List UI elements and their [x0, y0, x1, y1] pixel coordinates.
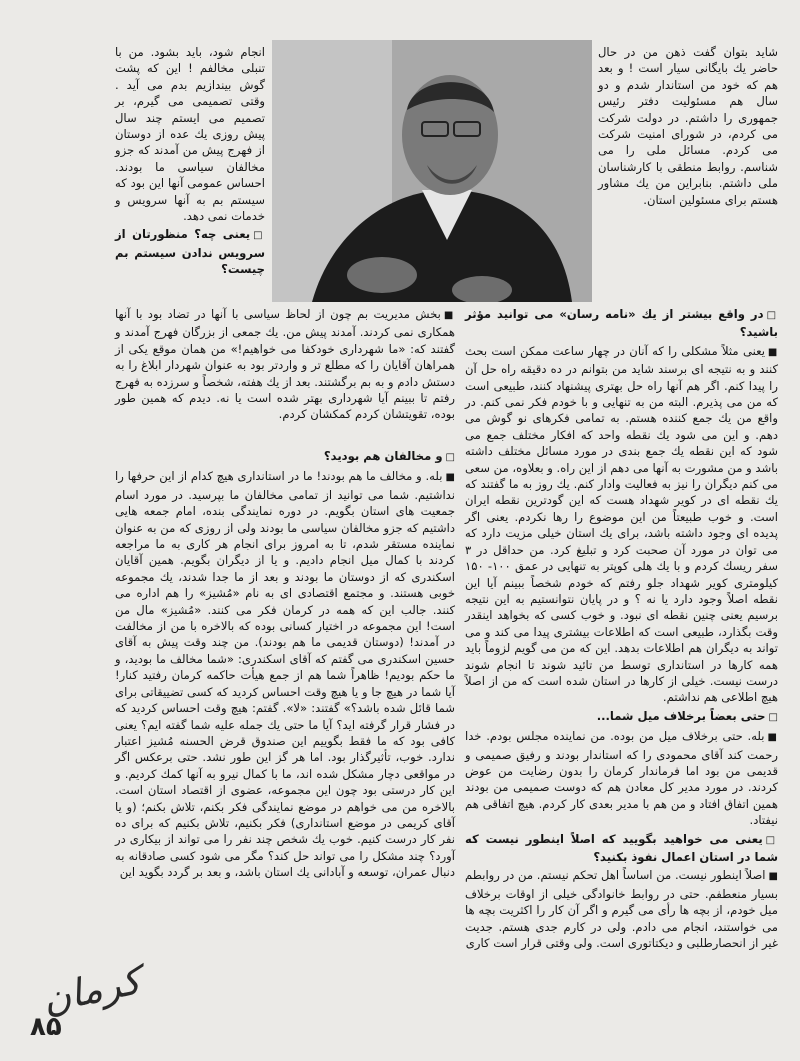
answer-paragraph: [465, 343, 778, 706]
answer-paragraph: [465, 728, 778, 828]
answer-text: بله. حتی برخلاف میل من بوده. من نماینده مجلس بودم. خدا رحمت كند آقای محمودی را كه استاندار بودند و رفیق صمیمی و قدیمی من بود اما فرماندار كرمان را بدون رضایت من عوض كردند. در مورد مدیر كل معادن هم كه دوست صمیمی من بودند همین اتفاق افتاد و من هم با مدیر بعدی كار كردم. هیچ اتفاقی هم نیفتاد.: [465, 729, 778, 828]
question-text: حتی بعضاً برخلاف میل شما...: [596, 708, 766, 723]
column-top-right: [598, 44, 778, 210]
answer-square-icon: ■: [445, 472, 455, 484]
answer-paragraph: [115, 468, 455, 880]
page-number: ۸۵: [30, 1012, 62, 1042]
answer-square-icon: ■: [768, 871, 778, 883]
question-paragraph: [465, 708, 778, 726]
answer-square-icon: ■: [767, 346, 778, 358]
portrait-photo-icon: [272, 40, 592, 302]
magazine-brand-logo: کرمان: [38, 958, 145, 1022]
column-middle-right: [465, 306, 778, 953]
column-top-left: [115, 44, 265, 280]
answer-square-icon: ■: [767, 732, 779, 744]
answer-text: بله. و مخالف ما هم بودند! ما در استانداری هیچ كدام از این حرفها را نداشتیم. شما می توانید از تمامی مخالفان ما بپرسید. در مورد اسام جمعیت های استان بگویم. در دوره نمایندگی بنده، امام جمعه هایی داشتیم كه جزو مخالفان سیاسی ما بودند ولی از روزی كه من به عنوان نماینده مستقر شدم، تا به امروز برای انجام هر كاری به ما مراجعه كردند با كمال میل انجام دادیم. و یا از دیگران بگویم. همین آقایان اسكندری كه از دوستان ما بودند و بعد از ما جدا شدند، یك مجموعه خوبی هستند. و مجتمع اقتصادی ای به نام «مُشیز» را هم اداره می كنند. جالب این كه همه در كرمان فكر می كنند. «مُشیز» مال من است! این مجموعه در اختیار كسانی بوده كه بالاخره با من از مخالفت در آمدند! (دوستان قدیمی ما هم بودند). من چند وقت پیش به آقای حسین اسكندری می گفتم كه آقای اسكندری: «شما مخالف ما بودید، و ما حكم بودیم! ظاهراً شما هم از جمع هیأت حاكمه كرمان رفتید كنار! آیا شما در هیچ جا و یا هیچ وقت احساس كردید كه كسی تضییقاتی برای شما قائل شده باشد؟» گفتند: «لا». گفتم: هیچ وقت احساس كردید كه در فشار قرار گرفته اید؟ آیا ما حتی یك جمله علیه شما گفته ایم؟ یعنی كافی بود كه ما فقط بگوییم این صندوق قرض الحسنه مُشیز اعتبار ندارد. خوب، تأثیرگذار بود. اما هر گز این طور نشد. حتی برعكس اگر در مواقعی دچار مشكل شده اند، ما با كمال نیرو به آنها كمك كردیم. و این كار درستی بود چون این مجموعه، عضوی از اقتصاد استان است. بالاخره من می خواهم در موضع نمایندگی فكر بكنم، تلاش بكنم؛ (و یا آقای كریمی در موضع استانداری) فكر بكنیم، تلاش بكنیم كه برای ده نفر كار درست كنیم. خوب یك شخص چند نفر را می تواند از بیكاری در آورد؟ چند مشكل را می تواند حل كند؟ مگر می شود كسی صادقانه به دنبال عمران، توسعه و آبادانی یك استان باشد، و بعد بر گردد بگوید این: [115, 469, 455, 880]
question-paragraph: [465, 306, 778, 341]
interviewee-photo: [272, 40, 592, 302]
question-text: در واقع بیشتر از یك «نامه رسان» می توانید مؤثر باشید؟: [465, 307, 778, 340]
paragraph: شاید بتوان گفت ذهن من در حال حاضر یك بایگانی سیار است ! و بعد هم كه خود من استاندار شدم و دو سال هم مسئولیت دفتر رئیس جمهوری را داشتم. در دولت شركت می كردم، در شورای امنیت شركت می كردم. مسائل ملی را می شناسم. روابط منطقی با كارشناسان ملی داشتم. بنابراین من یك مشاور هستم برای مسئولین استان.: [598, 45, 778, 207]
question-paragraph: [115, 226, 265, 277]
answer-paragraph: [115, 306, 455, 423]
question-square-icon: □: [765, 834, 778, 846]
question-paragraph: [465, 831, 778, 866]
answer-text: اصلاً اینطور نیست. من اساساً اهل تحكم نیستم. من در روابطم بسیار منعطفم. حتی در روابط خانوادگی خیلی از اوقات برخلاف میل خودم، از بچه ها رأی می گیرم و اگر آن كار را اكثریت بچه ها می خواستند، انجام می دادم. ولی در كارم جدی هستم. جدیت غیر از انحصارطلبی و دیكتاتوری است. ولی وقتی قرار است كاری: [465, 868, 778, 951]
question-text: یعنی چه؟ منظورتان از سرویس ندادن سیستم بم چیست؟: [115, 227, 265, 277]
paragraph: انجام شود، باید بشود. من با تنبلی مخالفم ! این كه پشت گوش بیندازیم بدم می آید . وقتی تصمیمی می گیرم، بر تصمیم می ایستم چند سال پیش روزی یك عده از دوستان از فهرج پیش من آمدند كه جزو مخالفان سیاسی ما بودند. احساس عمومی آنها این بود كه سیستم بم به آنها سرویس و خدمات نمی دهد.: [115, 45, 265, 224]
question-square-icon: □: [445, 452, 455, 463]
answer-text: یعنی مثلاً مشكلی را كه آنان در چهار ساعت ممكن است بحث كنند و به نتیجه ای برسند شاید من بتوانم در ده دقیقه راه حل آن را پیدا كنم. اگر هم آنها راه حل بهتری پیشنهاد كنند، طبیعی است كه من می پذیرم. البته من به تنهایی و با خودم فكر نمی كنم. در واقع من یك جمع كننده هستم. به تمامی فكرهای نو گوش می دهم. و این می شود یك نقطه واحد كه افكار مختلف جمع می شود كه این نقطه یك جمع بندی در مورد مسائل مختلف داشته باشد و من مشورت به آنها می دهم از این راه. و بعلاوه، من سعی می كنم دیگران را نیز به فعالیت وادار كنم. یك روز به ما گفتند كه یك نقطه ای در كویر شهداد هست كه این گودترین نقطه ایران است. و خوب طبیعتاً من این موضوع را رها نكردم. یعنی اگر پدیده ای وجود داشته باشد، برای یك استان خیلی مزیت دارد كه می توان در مورد آن صحبت كرد و تبلیغ كرد. من حداقل در ۳ سفر ریسك كردم و با یك هلی كوپتر به تنهایی در عمق ۱۰۰- ۱۵۰ كیلومتری كویر شهداد جلو رفتم كه خودم شخصاً ببینم آیا این نقطه اصلاً وجود دارد یا نه ؟ و در پایان نتوانستیم به این نتیجه برسیم یعنی چنین نقطه ای نبود. و خوب كسی كه بخواهد اینقدر وقت بگذارد، طبیعی است كه اطلاعات بیشتری پیدا می كند و می تواند به دیگران هم اطلاعات بدهد. این كه من می گویم لزوماً باید همه كارها در استانداری توسط من تائید شوند تا انجام شوند درست نیست. خیلی از كارها در استان شده است كه من از اصلاً هیچ اطلاعی هم نداشتم.: [465, 343, 778, 705]
answer-paragraph: [465, 867, 778, 951]
question-square-icon: □: [766, 310, 778, 321]
question-square-icon: □: [253, 230, 265, 242]
column-bottom-left: [115, 448, 455, 883]
answer-square-icon: ■: [443, 310, 456, 321]
question-paragraph: [115, 448, 455, 466]
column-middle-left: [115, 306, 455, 425]
answer-text: بخش مدیریت بم چون از لحاظ سیاسی با آنها در تضاد بود با آنها همكاری نمی كردند. آمدند پیش من. یك جمعی از بزرگان فهرج آمدند و گفتند كه: «ما شهرداری خودكفا می خواهیم!» من همان موقع یكی از همراهان آقایان را كه مطلع تر و واردتر بود به عنوان شهردار ابلاغ را به دستش دادم و به بم برگشتند. بعد از یك هفته، شخصاً و سرزده به فهرج رفتم تا ببینم آیا شهرداری بهتر شده است یا نه. دیدم كه همین طور بوده، تقویتشان كردم كمكشان كردم.: [115, 307, 455, 422]
question-text: و مخالفان هم بودید؟: [323, 449, 443, 463]
question-text: یعنی می خواهید بگویید كه اصلاً اینطور نیست كه شما در استان اعمال نفوذ بكنید؟: [465, 831, 778, 864]
question-square-icon: □: [768, 711, 778, 723]
